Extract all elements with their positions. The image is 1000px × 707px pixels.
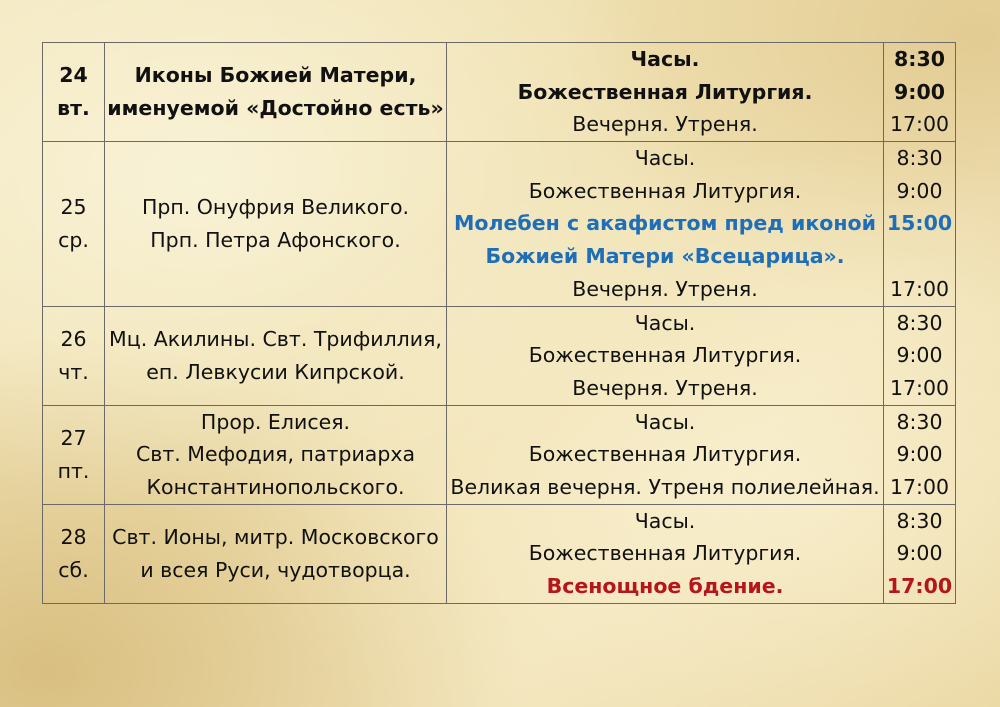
service-name: Божественная Литургия. [517, 79, 813, 104]
feast-cell [105, 504, 447, 603]
feast-cell [105, 142, 447, 306]
times-cell [884, 405, 956, 504]
service-time: 17:00 [889, 112, 950, 137]
date-cell [43, 43, 105, 142]
weekday: ср. [58, 227, 89, 252]
day-number: 26 [60, 326, 87, 351]
services-cell [447, 504, 884, 603]
services-cell [447, 142, 884, 306]
service-name: Всенощное бдение. [546, 574, 784, 598]
date-cell [43, 142, 105, 306]
service-name: Вечерня. Утреня. [572, 276, 758, 301]
schedule-row [43, 405, 956, 504]
service-name: Часы. [630, 47, 700, 71]
service-time: 8:30 [896, 409, 943, 434]
feast-cell [105, 43, 447, 142]
day-number: 24 [59, 63, 88, 88]
date-cell [43, 504, 105, 603]
service-time: 8:30 [896, 310, 943, 335]
weekday: вт. [57, 96, 90, 121]
service-time: 17:00 [886, 574, 953, 598]
feast-line: и всея Руси, чудотворца. [140, 557, 411, 582]
weekday: чт. [58, 359, 89, 384]
service-schedule-table [42, 42, 956, 604]
service-name: Часы. [634, 409, 696, 434]
date-cell [43, 306, 105, 405]
service-time: 17:00 [889, 375, 950, 400]
day-number: 28 [60, 524, 87, 549]
schedule-row [43, 306, 956, 405]
service-time: 9:00 [894, 79, 945, 104]
service-name: Божественная Литургия. [528, 541, 802, 566]
date-cell [43, 405, 105, 504]
times-cell [884, 504, 956, 603]
service-time: 17:00 [889, 474, 950, 499]
weekday: пт. [57, 458, 90, 483]
service-name: Божественная Литургия. [528, 442, 802, 467]
day-number: 25 [60, 195, 87, 220]
service-name: Божественная Литургия. [528, 178, 802, 203]
feast-cell [105, 405, 447, 504]
weekday: сб. [58, 557, 89, 582]
feast-line: Свт. Ионы, митр. Московского [112, 524, 439, 549]
feast-line: Иконы Божией Матери, [134, 63, 417, 88]
schedule-row [43, 504, 956, 603]
schedule-row [43, 43, 956, 142]
services-cell [447, 405, 884, 504]
service-time: 9:00 [896, 178, 943, 203]
schedule-row [43, 142, 956, 306]
service-name: Божией Матери «Всецарица». [485, 244, 845, 269]
service-name: Часы. [634, 508, 696, 533]
service-time: 8:30 [896, 508, 943, 533]
service-name: Молебен с акафистом пред иконой [454, 211, 876, 236]
feast-line: Прор. Елисея. [200, 409, 351, 434]
feast-line: Прп. Петра Афонского. [150, 227, 401, 252]
service-time [884, 240, 955, 273]
times-cell [884, 43, 956, 142]
service-time: 9:00 [896, 343, 943, 368]
feast-line: Свт. Мефодия, патриарха [135, 442, 416, 467]
service-name: Вечерня. Утреня. [572, 112, 758, 137]
service-time: 15:00 [886, 211, 953, 236]
service-time: 8:30 [894, 47, 945, 71]
feast-line: Константинопольского. [146, 474, 405, 499]
service-name: Часы. [634, 310, 696, 335]
service-name: Божественная Литургия. [528, 343, 802, 368]
schedule-body [43, 43, 956, 604]
service-name: Великая вечерня. Утреня полиелейная. [450, 474, 880, 499]
feast-line: Мц. Акилины. Свт. Трифиллия, [109, 326, 442, 351]
service-time: 9:00 [896, 541, 943, 566]
service-time: 8:30 [896, 146, 943, 171]
times-cell [884, 306, 956, 405]
feast-cell [105, 306, 447, 405]
times-cell [884, 142, 956, 306]
service-time: 17:00 [889, 276, 950, 301]
service-name: Вечерня. Утреня. [572, 375, 758, 400]
day-number: 27 [60, 425, 87, 450]
feast-line: именуемой «Достойно есть» [107, 96, 444, 121]
services-cell [447, 306, 884, 405]
feast-line: еп. Левкусии Кипрской. [146, 359, 405, 384]
service-time: 9:00 [896, 442, 943, 467]
service-name: Часы. [634, 146, 696, 171]
feast-line: Прп. Онуфрия Великого. [141, 195, 410, 220]
services-cell [447, 43, 884, 142]
